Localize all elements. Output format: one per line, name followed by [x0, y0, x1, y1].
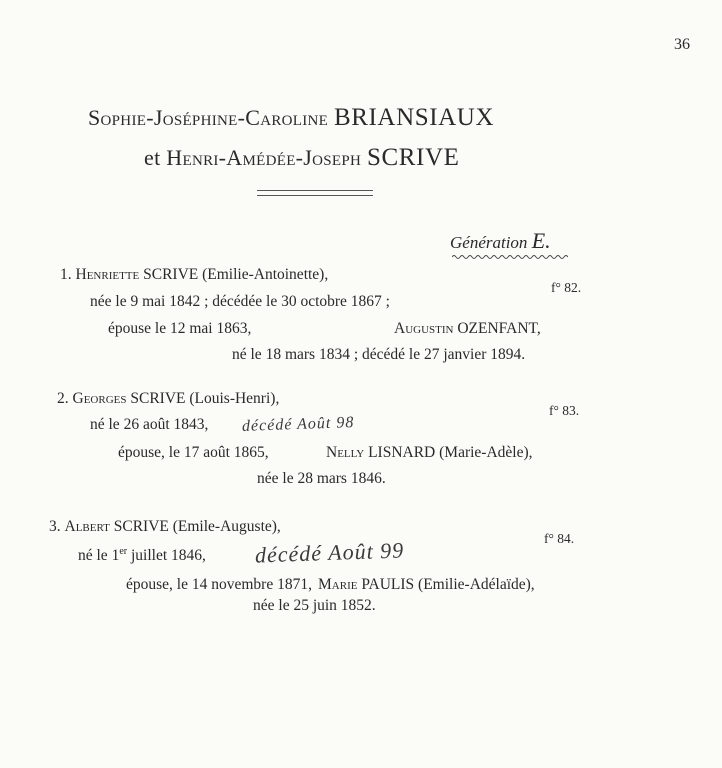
entry-1-heading — [60, 266, 328, 284]
entry-2-first-name: Georges — [72, 390, 127, 407]
entry-3-number: 3. — [49, 518, 61, 535]
entry-3-folio: f° 84. — [544, 531, 575, 546]
entry-2-spouse-surname: LISNARD — [368, 444, 436, 461]
entry-1-spouse-first-name: Augustin — [394, 320, 454, 337]
entry-2-folio: f° 83. — [549, 403, 580, 418]
entry-3-names: (Emile-Auguste), — [172, 518, 281, 535]
title-given-names-1: Sophie-Joséphine-Caroline — [88, 105, 329, 130]
entry-1-spouse-surname: OZENFANT, — [457, 320, 541, 337]
entry-2-birth: né le 26 août 1843, — [90, 416, 209, 433]
generation-letter: E. — [531, 228, 551, 253]
entry-3-birth-suffix: juillet 1846, — [127, 547, 206, 565]
entry-1-folio: f° 82. — [551, 280, 582, 295]
page-number: 36 — [674, 36, 690, 53]
entry-1-spouse — [394, 320, 541, 338]
entry-2-spouse-birth: née le 28 mars 1846. — [257, 470, 386, 487]
title-line-1 — [88, 104, 494, 132]
entry-1-first-name: Henriette — [75, 266, 140, 283]
entry-3-spouse-first-name: Marie — [318, 576, 358, 593]
entry-3-surname: SCRIVE — [113, 518, 169, 535]
entry-1-names: (Emilie-Antoinette), — [202, 266, 329, 283]
entry-3-spouse-birth: née le 25 juin 1852. — [253, 597, 376, 614]
entry-1-birth-death: née le 9 mai 1842 ; décédée le 30 octobre 1867 ; — [90, 293, 390, 310]
title-line-2 — [144, 144, 459, 172]
entry-3-birth-ordinal: er — [119, 546, 128, 557]
entry-3-spouse-surname: PAULIS — [361, 576, 415, 593]
generation-wavy-underline — [452, 254, 568, 260]
entry-2-number: 2. — [57, 390, 69, 407]
entry-3-spouse — [318, 576, 535, 594]
entry-3-spouse-names: (Emilie-Adélaïde), — [418, 576, 535, 593]
title-conjunction: et — [144, 145, 161, 170]
entry-2-names: (Louis-Henri), — [189, 390, 280, 407]
entry-3-marriage: épouse, le 14 novembre 1871, — [126, 576, 312, 593]
entry-2-spouse-first-name: Nelly — [326, 444, 365, 461]
title-rule-top — [257, 190, 373, 191]
entry-3-heading — [49, 518, 281, 536]
title-given-names-2: Henri-Amédée-Joseph — [166, 145, 362, 170]
entry-1-marriage: épouse le 12 mai 1863, — [108, 320, 252, 337]
entry-1-spouse-birth: né le 18 mars 1834 ; décédé le 27 janvier 1894. — [232, 346, 526, 363]
title-surname-1: BRIANSIAUX — [333, 104, 495, 131]
entry-3-first-name: Albert — [64, 518, 110, 535]
entry-2-handwritten-death-note: décédé Août 98 — [241, 414, 355, 435]
generation-heading — [450, 228, 551, 254]
entry-3-handwritten-death-note: décédé Août 99 — [254, 537, 405, 568]
entry-3-birth-prefix: né le 1 — [78, 547, 120, 565]
entry-3-birth — [78, 546, 206, 565]
entry-1-surname: SCRIVE — [143, 266, 199, 283]
title-rule-bottom — [257, 195, 373, 196]
generation-label: Génération — [450, 233, 528, 252]
entry-2-heading — [57, 390, 279, 408]
entry-2-surname: SCRIVE — [130, 390, 186, 407]
entry-2-marriage: épouse, le 17 août 1865, — [118, 444, 269, 461]
entry-2-spouse — [326, 444, 533, 462]
title-surname-2: SCRIVE — [366, 144, 460, 171]
entry-2-spouse-names: (Marie-Adèle), — [439, 444, 533, 461]
entry-1-number: 1. — [60, 266, 72, 283]
